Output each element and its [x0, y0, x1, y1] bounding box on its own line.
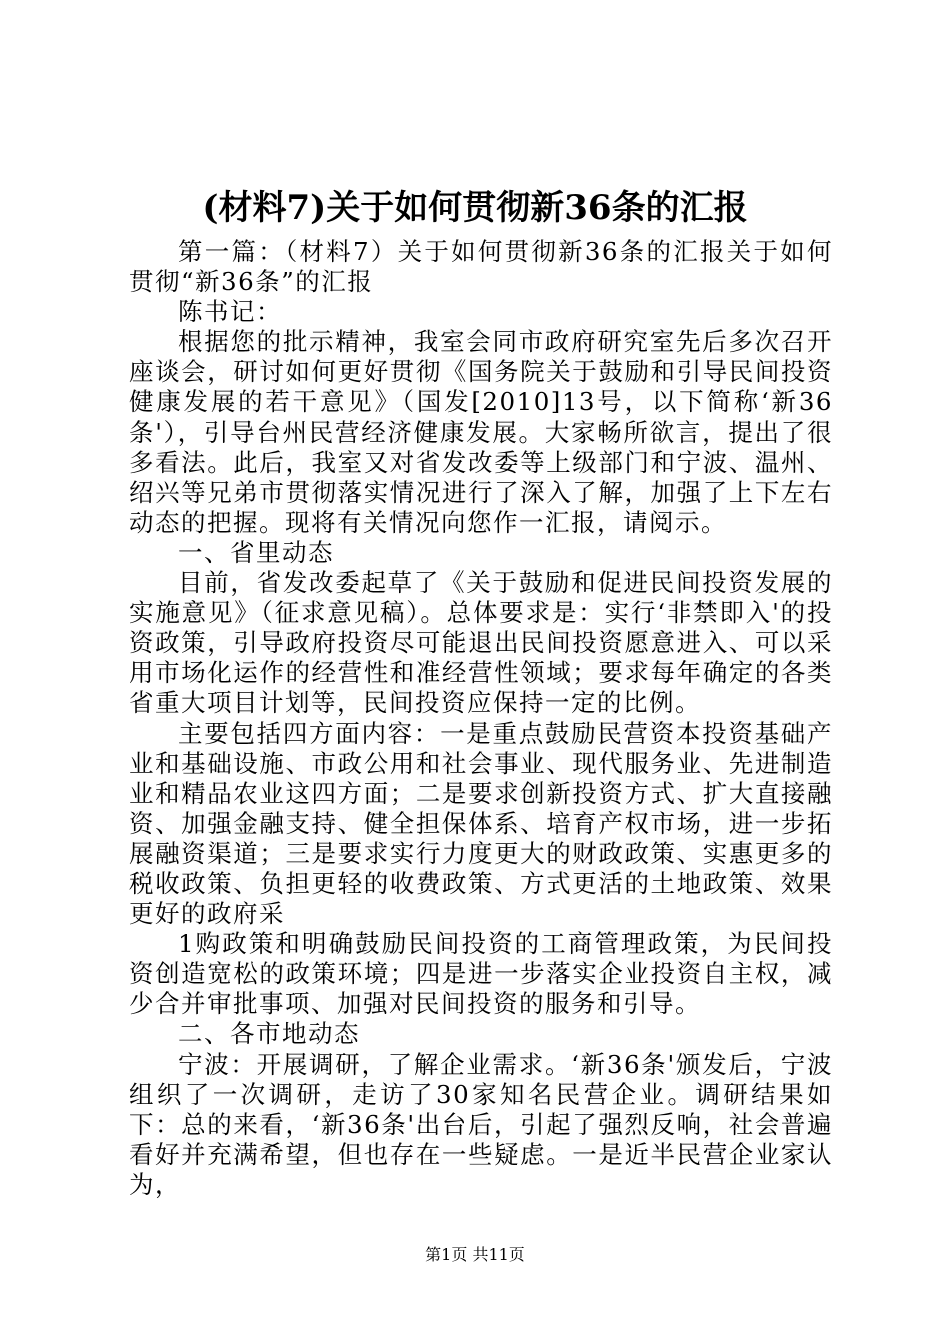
paragraph-salutation: 陈书记： [178, 297, 282, 327]
paragraph-procurement-policy: 1购政策和明确鼓励民间投资的工商管理政策，为民间投资创造宽松的政策环境；四是进一步落实企业投资自主权，减少合并审批事项、加强对民间投资的服务和引导。 [129, 929, 833, 1019]
paragraph-province-status: 目前，省发改委起草了《关于鼓励和促进民间投资发展的实施意见》（征求意见稿）。总体要求是：实行‘非禁即入'的投资政策，引导政府投资尽可能退出民间投资愿意进入、可以采用市场化运作的经营性和准经营性领域；要求每年确定的各类省重大项目计划等，民间投资应保持一定的比例。 [129, 568, 833, 718]
document-title: (材料7)关于如何贯彻新36条的汇报 [202, 188, 748, 228]
page-number-footer: 第1页 共11页 [425, 1245, 525, 1264]
paragraph-background: 根据您的批示精神，我室会同市政府研究室先后多次召开座谈会，研讨如何更好贯彻《国务院关于鼓励和引导民间投资健康发展的若干意见》（国发[2010]13号，以下简称‘新36条'），引导台州民营经济健康发展。大家畅所欲言，提出了很多看法。此后，我室又对省发改委等上级部门和宁波、温州、绍兴等兄弟市贯彻落实情况进行了深入了解，加强了上下左右动态的把握。现将有关情况向您作一汇报，请阅示。 [129, 327, 833, 537]
paragraph-ningbo: 宁波：开展调研，了解企业需求。‘新36条'颁发后，宁波组织了一次调研，走访了30家知名民营企业。调研结果如下：总的来看，‘新36条'出台后，引起了强烈反响，社会普遍看好并充满希望，但也存在一些疑虑。一是近半民营企业家认为， [129, 1049, 833, 1199]
paragraph-intro: 第一篇：（材料7）关于如何贯彻新36条的汇报关于如何贯彻“新36条”的汇报 [129, 237, 833, 297]
paragraph-main-content: 主要包括四方面内容：一是重点鼓励民营资本投资基础产业和基础设施、市政公用和社会事业、现代服务业、先进制造业和精品农业这四方面；二是要求创新投资方式、扩大直接融资、加强金融支持、健全担保体系、培育产权市场，进一步拓展融资渠道；三是要求实行力度更大的财政政策、实惠更多的税收政策、负担更轻的收费政策、方式更活的土地政策、效果更好的政府采 [129, 718, 833, 929]
section-heading-province: 一、省里动态 [178, 537, 334, 567]
section-heading-cities: 二、各市地动态 [178, 1019, 360, 1049]
document-body [129, 237, 833, 1200]
